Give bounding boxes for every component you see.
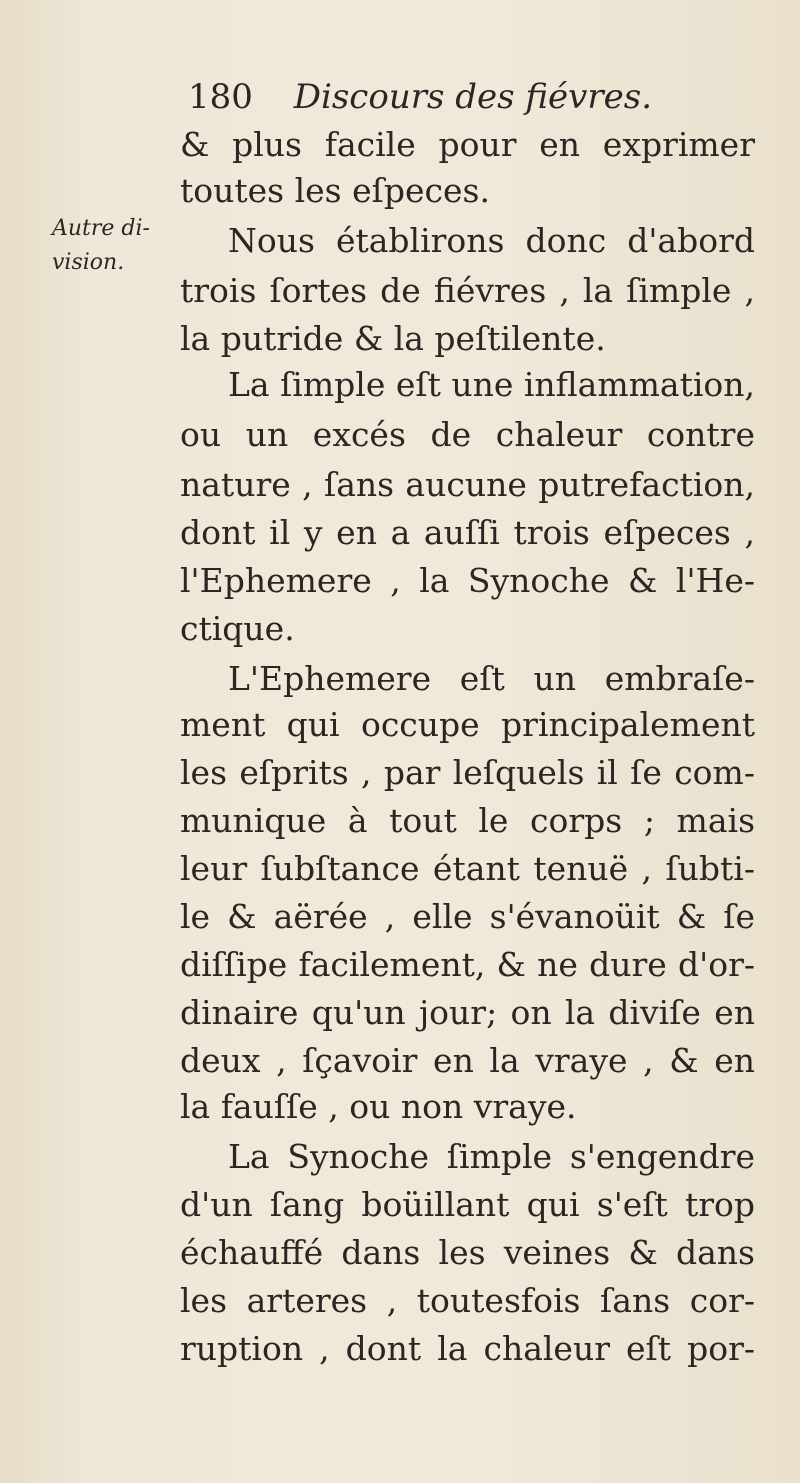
text-line: diſſipe facilement, & ne dure d'or- (180, 945, 755, 984)
text-line: la putride & la peſtilente. (180, 319, 606, 358)
text-line: nature , ſans aucune putrefaction, (180, 465, 755, 504)
text-line: La Synoche ſimple s'engendre (228, 1137, 755, 1176)
text-line: ctique. (180, 609, 295, 648)
page-header (188, 72, 652, 122)
text-line: munique à tout le corps ; mais (180, 801, 755, 840)
text-line: Nous établirons donc d'abord (228, 221, 755, 260)
text-line: toutes les eſpeces. (180, 171, 490, 210)
text-line: deux , ſçavoir en la vraye , & en (180, 1041, 755, 1080)
running-title: Discours des fiévres. (293, 77, 652, 117)
text-line: dinaire qu'un jour; on la diviſe en (180, 993, 755, 1032)
margin-note (52, 212, 150, 280)
text-line: dont il y en a auſſi trois eſpeces , (180, 513, 755, 552)
text-line: trois ſortes de fiévres , la ſimple , (180, 271, 755, 310)
margin-note-line: Autre di- (52, 216, 150, 241)
text-line: le & aërée , elle s'évanoüit & ſe (180, 897, 755, 936)
text-line: l'Ephemere , la Synoche & l'He- (180, 561, 755, 600)
text-line: ruption , dont la chaleur eſt por- (180, 1329, 755, 1368)
text-line: d'un ſang boüillant qui s'eſt trop (180, 1185, 755, 1224)
margin-note-line: vision. (52, 250, 125, 275)
text-line: La ſimple eſt une inflammation, (228, 365, 756, 404)
text-line: les arteres , toutesfois ſans cor- (180, 1281, 755, 1320)
page-number: 180 (188, 77, 253, 117)
text-line: & plus facile pour en exprimer (180, 125, 755, 164)
text-line: la fauſſe , ou non vraye. (180, 1087, 577, 1126)
text-line: ment qui occupe principalement (180, 705, 755, 744)
text-line: leur ſubſtance étant tenuë , ſubti- (180, 849, 755, 888)
text-line: L'Ephemere eſt un embraſe- (228, 659, 755, 698)
text-line: ou un excés de chaleur contre (180, 415, 755, 454)
text-line: les eſprits , par leſquels il ſe com- (180, 753, 755, 792)
text-line: échauffé dans les veines & dans (180, 1233, 755, 1272)
